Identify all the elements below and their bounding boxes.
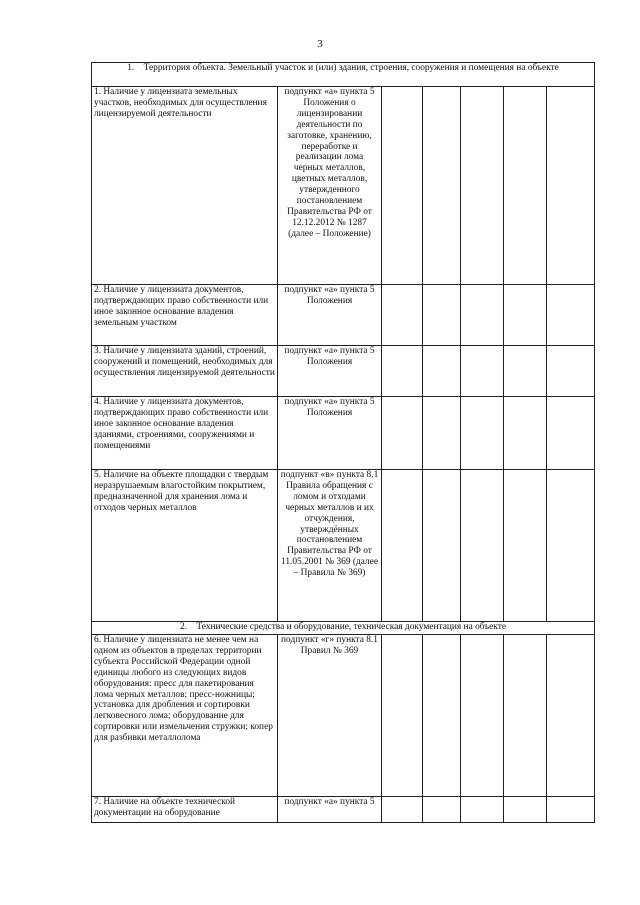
requirement-text: 1. Наличие у лицензиата земельных участков, необходимых для осуществления лицензируемой деятельности	[92, 87, 278, 285]
section-header-row	[92, 63, 595, 87]
empty-cell	[461, 87, 504, 285]
empty-cell	[461, 346, 504, 397]
empty-cell	[547, 470, 595, 622]
empty-cell	[423, 285, 461, 346]
legal-reference: подпункт «а» пункта 5 Положения	[278, 285, 382, 346]
empty-cell	[382, 635, 423, 797]
empty-cell	[504, 470, 547, 622]
section-header-row	[92, 622, 595, 635]
empty-cell	[382, 285, 423, 346]
section-title: 2. Технические средства и оборудование, техническая документация на объекте	[92, 622, 595, 635]
empty-cell	[504, 635, 547, 797]
empty-cell	[504, 285, 547, 346]
requirement-text: 7. Наличие на объекте технической документации на оборудование	[92, 797, 278, 823]
legal-reference: подпункт «г» пункта 8.1 Правил № 369	[278, 635, 382, 797]
empty-cell	[382, 397, 423, 470]
empty-cell	[382, 346, 423, 397]
table-row	[92, 87, 595, 285]
section-title: 1. Территория объекта. Земельный участок и (или) здания, строения, сооружения и помещения на объекте	[92, 63, 595, 87]
requirement-text: 4. Наличие у лицензиата документов, подтверждающих право собственности или иное законное основание владения зданиями, строениями, сооружениями и помещениями	[92, 397, 278, 470]
empty-cell	[382, 87, 423, 285]
checklist-table	[91, 62, 595, 823]
legal-reference: подпункт «в» пункта 8.1 Правила обращения с ломом и отходами черных металлов и их отчуждения, утверждённых постановлением Правительства РФ от 11.05.2001 № 369 (далее – Правила № 369)	[278, 470, 382, 622]
legal-reference: подпункт «а» пункта 5 Положения	[278, 397, 382, 470]
empty-cell	[504, 797, 547, 823]
requirement-text: 5. Наличие на объекте площадки с твердым неразрушаемым влагостойким покрытием, предназначенной для хранения лома и отходов черных металлов	[92, 470, 278, 622]
requirement-text: 3. Наличие у лицензиата зданий, строений, сооружений и помещений, необходимых для осуществления лицензируемой деятельности	[92, 346, 278, 397]
legal-reference: подпункт «а» пункта 5 Положения о лицензировании деятельности по заготовке, хранению, переработке и реализации лома черных металлов, цветных металлов, утвержденного постановлением Правительства РФ от 12.12.2012 № 1287 (далее – Положение)	[278, 87, 382, 285]
table-row	[92, 346, 595, 397]
table-row	[92, 635, 595, 797]
table-row	[92, 797, 595, 823]
requirement-text: 6. Наличие у лицензиата не менее чем на одном из объектов в пределах территории субъекта Российской Федерации одной единицы любого из следующих видов оборудования: пресс для пакетирования лома черных металлов; пресс-ножницы; установка для дробления и сортировки легковесного лома; оборудование для сортировки или измельчения стружки; копер для разбивки металлолома	[92, 635, 278, 797]
empty-cell	[547, 285, 595, 346]
empty-cell	[504, 87, 547, 285]
empty-cell	[382, 470, 423, 622]
empty-cell	[423, 397, 461, 470]
empty-cell	[547, 797, 595, 823]
empty-cell	[547, 346, 595, 397]
empty-cell	[461, 797, 504, 823]
empty-cell	[423, 346, 461, 397]
empty-cell	[461, 470, 504, 622]
page-number: 3	[317, 38, 323, 50]
legal-reference: подпункт «а» пункта 5	[278, 797, 382, 823]
legal-reference: подпункт «а» пункта 5 Положения	[278, 346, 382, 397]
empty-cell	[547, 397, 595, 470]
empty-cell	[547, 635, 595, 797]
empty-cell	[423, 87, 461, 285]
empty-cell	[382, 797, 423, 823]
empty-cell	[423, 797, 461, 823]
empty-cell	[423, 470, 461, 622]
empty-cell	[461, 635, 504, 797]
empty-cell	[504, 397, 547, 470]
empty-cell	[504, 346, 547, 397]
requirement-text: 2. Наличие у лицензиата документов, подтверждающих право собственности или иное законное основание владения земельным участком	[92, 285, 278, 346]
table-row	[92, 397, 595, 470]
empty-cell	[423, 635, 461, 797]
empty-cell	[461, 397, 504, 470]
table-row	[92, 470, 595, 622]
empty-cell	[461, 285, 504, 346]
empty-cell	[547, 87, 595, 285]
table-row	[92, 285, 595, 346]
